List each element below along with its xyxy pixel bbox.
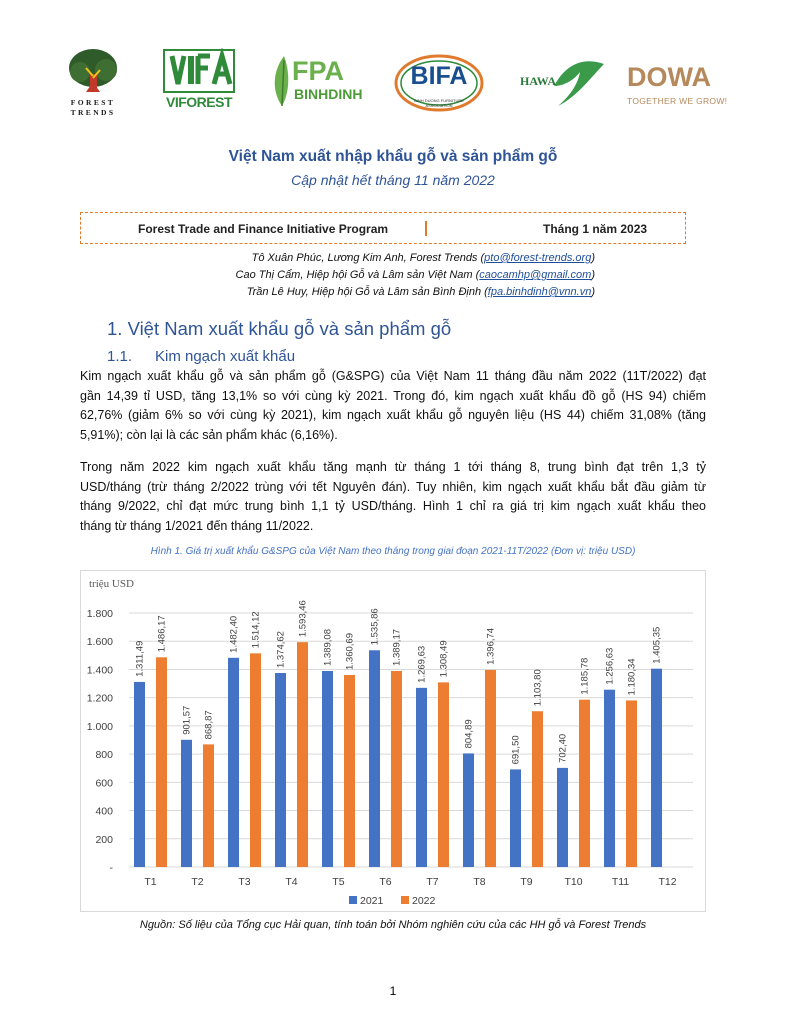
bar-data-label: 1.482,40 bbox=[228, 615, 240, 653]
author-email-link[interactable]: pto@forest-trends.org bbox=[484, 252, 592, 264]
bar-2021-T9 bbox=[510, 769, 521, 867]
chart-canvas bbox=[81, 571, 705, 911]
y-tick-label: 800 bbox=[95, 749, 113, 762]
bar-2021-T12 bbox=[651, 669, 662, 867]
bar-2022-T9 bbox=[532, 711, 543, 867]
hawa-logo bbox=[518, 56, 608, 110]
bar-data-label: 1.486,17 bbox=[156, 615, 168, 653]
bar-data-label: 1.269,63 bbox=[416, 645, 428, 683]
bar-data-label: 1.535,86 bbox=[369, 608, 381, 646]
viforest-text: VIFOREST bbox=[165, 94, 232, 110]
bar-data-label: 1.374,62 bbox=[275, 631, 287, 669]
paragraph-line: tháng từ tháng 1/2021 đến tháng 11/2022. bbox=[80, 518, 314, 533]
bar-2021-T11 bbox=[604, 690, 615, 867]
bar-2022-T1 bbox=[156, 657, 167, 867]
paragraph-2 bbox=[80, 458, 706, 536]
bar-data-label: 1.311,49 bbox=[134, 640, 146, 677]
bar-data-label: 1.514,12 bbox=[250, 611, 262, 649]
x-tick-label: T3 bbox=[238, 876, 251, 888]
y-tick-label: 1.200 bbox=[86, 692, 113, 705]
paragraph-line: Kim ngạch xuất khẩu gỗ và sản phẩm gỗ (G&SPG) của Việt Nam 11 tháng đầu năm 2022 (11T/2022) đạt bbox=[80, 369, 706, 383]
y-tick-label: 1.000 bbox=[86, 720, 113, 733]
legend-label: 2022 bbox=[412, 895, 436, 907]
y-tick-label: - bbox=[109, 862, 113, 874]
bar-2021-T4 bbox=[275, 673, 286, 867]
author-paren: ) bbox=[591, 252, 595, 264]
forest-trends-logo bbox=[58, 46, 128, 116]
paragraph-line: tháng 9/2022, chỉ đạt mức trung bình 1,1 tỷ USD/tháng. Hình 1 chỉ ra giá trị kim ngạch xuất khẩu theo bbox=[80, 499, 706, 513]
dowa-slogan: TOGETHER WE GROW! bbox=[627, 96, 728, 106]
x-tick-label: T9 bbox=[520, 876, 533, 888]
bar-2022-T5 bbox=[344, 675, 355, 867]
y-tick-label: 1.400 bbox=[86, 664, 113, 677]
section-heading-1-1 bbox=[107, 348, 295, 365]
leaf-icon bbox=[270, 52, 294, 108]
paragraph-line: USD/tháng (trừ tháng 2/2022 trùng với tết Nguyên đán). Tuy nhiên, kim ngạch xuất khẩu bắt đầu giảm từ bbox=[80, 479, 706, 494]
bar-data-label: 1.593,46 bbox=[297, 600, 309, 638]
author-line bbox=[236, 269, 595, 281]
bar-2022-T11 bbox=[626, 700, 637, 867]
fpa-binhdinh-logo bbox=[270, 50, 366, 110]
x-tick-label: T11 bbox=[611, 876, 630, 888]
bar-data-label: 1.103,80 bbox=[532, 669, 544, 707]
legend-swatch-2022 bbox=[401, 896, 409, 904]
y-tick-label: 400 bbox=[95, 805, 113, 818]
y-axis-label: triệu USD bbox=[89, 578, 134, 590]
bar-data-label: 868,87 bbox=[203, 710, 215, 740]
author-email-link[interactable]: fpa.binhdinh@vnn.vn bbox=[487, 286, 592, 298]
x-tick-label: T1 bbox=[144, 876, 157, 888]
forest-trends-line1: FOREST bbox=[70, 98, 116, 107]
author-name: Trần Lê Huy, Hiệp hội Gỗ và Lâm sản Bình Định ( bbox=[246, 286, 488, 298]
bar-2021-T3 bbox=[228, 658, 239, 867]
bifa-subtext: BINH DUONG FURNITURE ASSOCIATION bbox=[414, 98, 464, 108]
viforest-emblem-icon bbox=[156, 48, 242, 94]
section-heading-1: 1. Việt Nam xuất khẩu gỗ và sản phẩm gỗ bbox=[107, 318, 452, 339]
forest-trends-tree-icon bbox=[58, 46, 128, 96]
bar-data-label: 1.389,08 bbox=[322, 629, 334, 666]
bar-2022-T3 bbox=[250, 653, 261, 867]
bar-data-label: 1.308,49 bbox=[438, 640, 450, 678]
page-number: 1 bbox=[389, 984, 397, 998]
export-bar-chart bbox=[80, 570, 706, 912]
bifa-text: BIFA bbox=[410, 62, 468, 90]
program-banner bbox=[80, 212, 686, 244]
document-title: Việt Nam xuất nhập khẩu gỗ và sản phẩm gỗ bbox=[228, 148, 558, 165]
publication-date: Tháng 1 năm 2023 bbox=[543, 222, 648, 236]
paragraph-line: 5,91%); còn lại là các sản phẩm khác (6,16%). bbox=[80, 427, 338, 442]
bar-2021-T7 bbox=[416, 688, 427, 867]
x-tick-label: T10 bbox=[564, 876, 583, 888]
figure-caption: Hình 1. Giá trị xuất khẩu G&SPG của Việt Nam theo tháng trong giai đoạn 2021-11T/2022 (Đơn vị: triệu USD) bbox=[150, 546, 636, 557]
bar-data-label: 702,40 bbox=[557, 733, 569, 763]
author-paren: ) bbox=[591, 286, 595, 298]
bar-data-label: 1.405,35 bbox=[651, 626, 663, 664]
bar-2022-T2 bbox=[203, 744, 214, 867]
x-tick-label: T2 bbox=[191, 876, 204, 888]
bar-data-label: 691,50 bbox=[510, 735, 522, 765]
legend-swatch-2021 bbox=[349, 896, 357, 904]
bar-data-label: 1.389,17 bbox=[391, 628, 403, 666]
fpa-text: FPA bbox=[292, 56, 344, 86]
binhdinh-text: BINHDINH bbox=[294, 86, 363, 102]
section-title: Kim ngạch xuất khẩu bbox=[155, 348, 296, 365]
section-number: 1.1. bbox=[107, 348, 133, 365]
y-tick-label: 600 bbox=[95, 777, 113, 790]
figure-source: Nguồn: Số liệu của Tổng cục Hải quan, tính toán bởi Nhóm nghiên cứu của các HH gỗ và Forest Trends bbox=[139, 919, 647, 931]
bifa-logo bbox=[394, 54, 484, 112]
forest-trends-line2: TRENDS bbox=[70, 108, 116, 117]
program-divider bbox=[425, 221, 427, 236]
dowa-text: DOWA bbox=[627, 62, 711, 92]
x-tick-label: T8 bbox=[473, 876, 486, 888]
bar-data-label: 1.185,78 bbox=[579, 657, 591, 695]
author-email-link[interactable]: caocamhp@gmail.com bbox=[479, 269, 592, 281]
author-name: Cao Thị Cẩm, Hiệp hội Gỗ và Lâm sản Việt Nam ( bbox=[235, 269, 480, 281]
logo-row bbox=[0, 40, 786, 120]
bar-2021-T8 bbox=[463, 753, 474, 867]
document-subtitle: Cập nhật hết tháng 11 năm 2022 bbox=[291, 172, 495, 188]
x-tick-label: T4 bbox=[285, 876, 298, 888]
y-tick-label: 1.600 bbox=[86, 636, 113, 649]
x-tick-label: T7 bbox=[426, 876, 439, 888]
hawa-text: HAWA bbox=[520, 74, 557, 88]
bar-data-label: 1.180,34 bbox=[626, 658, 638, 696]
bar-data-label: 1.256,63 bbox=[604, 647, 616, 685]
program-name: Forest Trade and Finance Initiative Program bbox=[138, 222, 389, 236]
bar-2022-T6 bbox=[391, 671, 402, 867]
dowa-logo bbox=[625, 62, 729, 112]
paragraph-1 bbox=[80, 367, 706, 445]
y-tick-label: 1.800 bbox=[86, 608, 113, 620]
y-tick-label: 200 bbox=[95, 833, 113, 846]
author-paren: ) bbox=[591, 269, 595, 281]
bar-2021-T1 bbox=[134, 682, 145, 867]
bar-2021-T2 bbox=[181, 740, 192, 867]
bar-2022-T10 bbox=[579, 700, 590, 867]
legend-label: 2021 bbox=[360, 895, 384, 907]
bar-data-label: 901,57 bbox=[181, 705, 193, 735]
bar-2021-T5 bbox=[322, 671, 333, 867]
x-tick-label: T5 bbox=[332, 876, 345, 888]
author-line bbox=[247, 286, 595, 298]
bar-2022-T7 bbox=[438, 682, 449, 867]
bar-2021-T10 bbox=[557, 768, 568, 867]
bar-data-label: 804,89 bbox=[463, 719, 475, 749]
bar-data-label: 1.360,69 bbox=[344, 633, 356, 670]
bar-data-label: 1.396,74 bbox=[485, 627, 497, 665]
viforest-logo bbox=[156, 48, 242, 120]
bar-2021-T6 bbox=[369, 650, 380, 867]
bar-2022-T8 bbox=[485, 670, 496, 867]
x-tick-label: T6 bbox=[379, 876, 392, 888]
author-name: Tô Xuân Phúc, Lương Kim Anh, Forest Trends ( bbox=[251, 252, 485, 264]
paragraph-line: 62,76% (giảm 6% so với cùng kỳ 2021), kim ngạch xuất khẩu gỗ nguyên liệu (HS 44) chiếm 31,08% (tăng bbox=[80, 408, 706, 422]
paragraph-line: Trong năm 2022 kim ngạch xuất khẩu tăng mạnh từ tháng 1 tới tháng 8, trung bình đạt trên 1,3 tỷ bbox=[80, 460, 706, 474]
x-tick-label: T12 bbox=[658, 876, 677, 888]
author-line bbox=[252, 252, 595, 264]
paragraph-line: gần 14,39 tỉ USD, tăng 13,1% so với cùng kỳ 2021. Trong đó, kim ngạch xuất khẩu đồ gỗ (HS 94) chiếm bbox=[80, 388, 706, 403]
bar-2022-T4 bbox=[297, 642, 308, 867]
